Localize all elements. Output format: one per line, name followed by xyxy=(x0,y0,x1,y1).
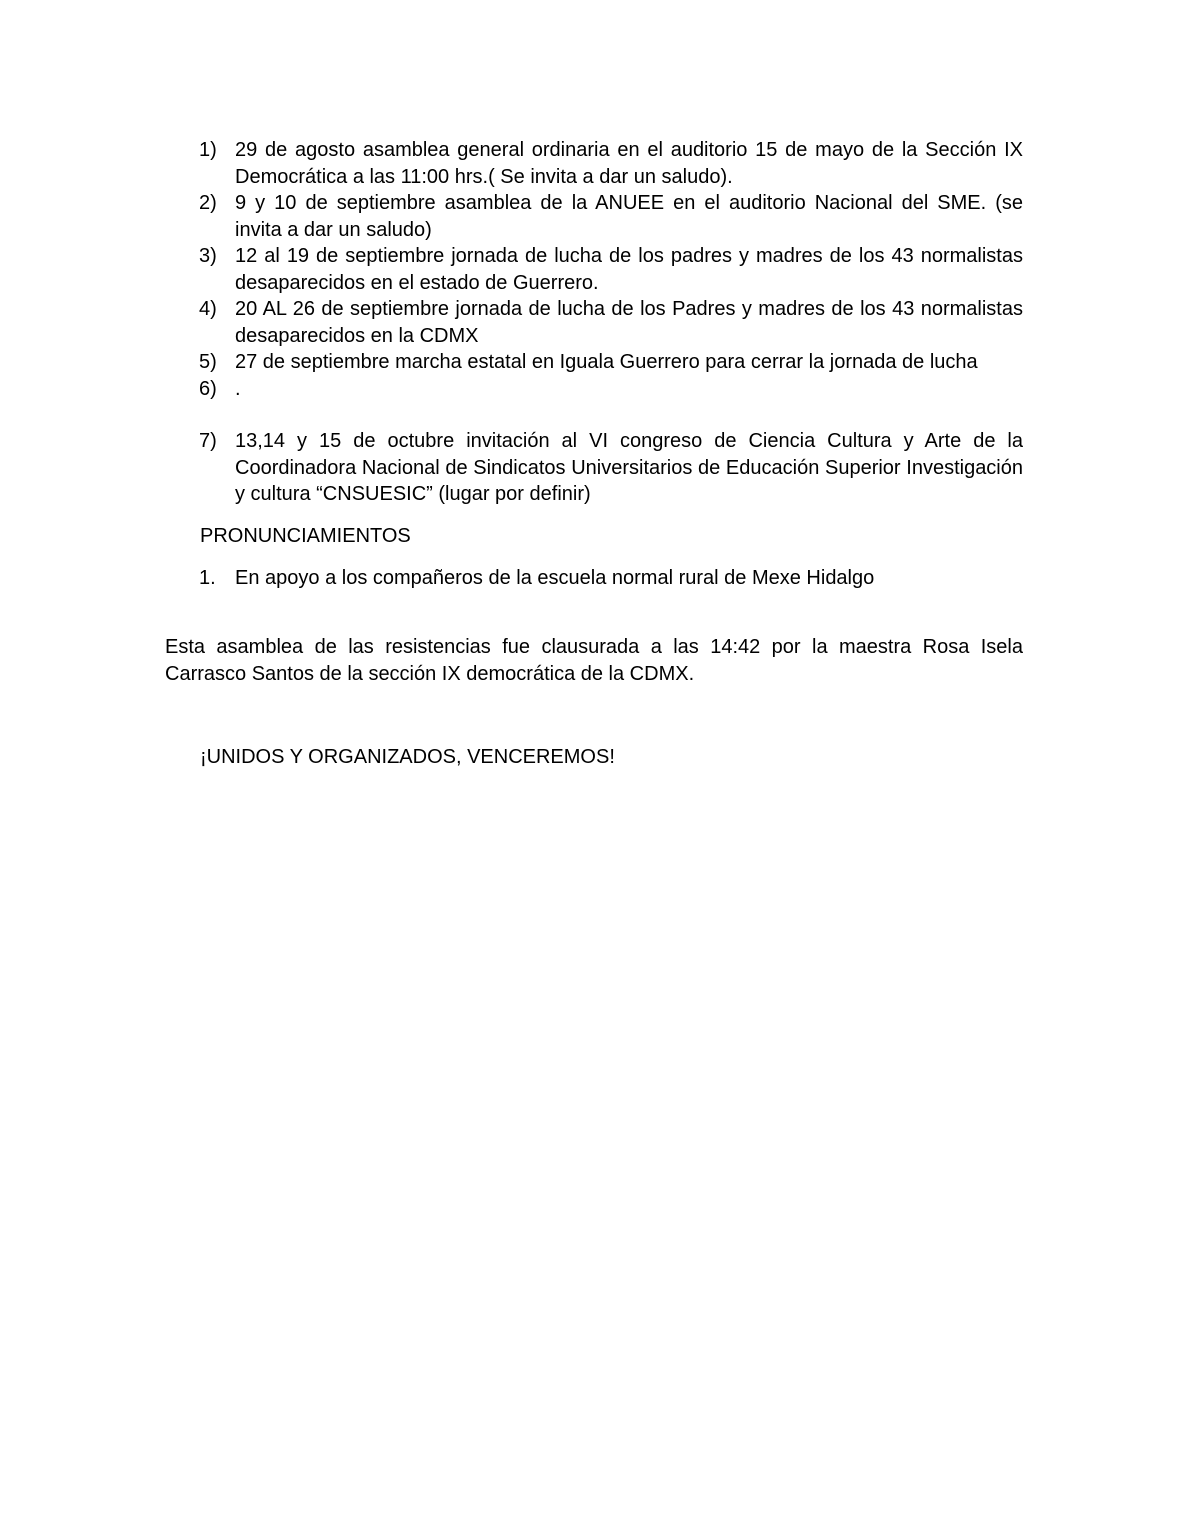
agenda-list xyxy=(199,137,1023,508)
list-item xyxy=(199,243,1023,296)
list-item xyxy=(199,137,1023,190)
list-item-text: 9 y 10 de septiembre asamblea de la ANUEE en el auditorio Nacional del SME. (se invita a dar un saludo) xyxy=(235,192,1023,241)
list-item-number: 4) xyxy=(199,298,217,320)
list-item-number: 3) xyxy=(199,245,217,267)
list-item xyxy=(199,565,1023,592)
list-item-number: 6) xyxy=(199,377,217,400)
list-item-text: 12 al 19 de septiembre jornada de lucha de los padres y madres de los 43 normalistas desaparecidos en el estado de Guerrero. xyxy=(235,245,1023,294)
list-item-number: 1) xyxy=(199,139,217,161)
list-item-text: 27 de septiembre marcha estatal en Iguala Guerrero para cerrar la jornada de lucha xyxy=(235,351,978,373)
list-item-text: . xyxy=(235,377,241,400)
slogan: ¡UNIDOS Y ORGANIZADOS, VENCEREMOS! xyxy=(200,746,615,768)
list-item-text: En apoyo a los compañeros de la escuela normal rural de Mexe Hidalgo xyxy=(235,567,875,589)
list-item xyxy=(199,296,1023,349)
list-item xyxy=(199,376,1023,403)
list-item-text: 29 de agosto asamblea general ordinaria en el auditorio 15 de mayo de la Sección IX Democrática a las 11:00 hrs.( Se invita a dar un saludo). xyxy=(235,139,1023,188)
list-item-number: 1. xyxy=(199,567,216,589)
closing-paragraph: Esta asamblea de las resistencias fue clausurada a las 14:42 por la maestra Rosa Isela Carrasco Santos de la sección IX democrática de la CDMX. xyxy=(165,636,1023,685)
pronunciamientos-list xyxy=(199,565,1023,592)
list-spacer xyxy=(199,402,1023,428)
list-item-number: 5) xyxy=(199,351,217,373)
section-heading: PRONUNCIAMIENTOS xyxy=(200,525,411,547)
list-item-number: 2) xyxy=(199,192,217,214)
list-item-text: 13,14 y 15 de octubre invitación al VI congreso de Ciencia Cultura y Arte de la Coordinadora Nacional de Sindicatos Universitarios de Educación Superior Investigación y cultura “CNSUESIC” (lugar por definir) xyxy=(235,430,1023,505)
list-item xyxy=(199,190,1023,243)
list-item xyxy=(199,349,1023,376)
list-item-number: 7) xyxy=(199,430,217,452)
list-item xyxy=(199,428,1023,508)
list-item-text: 20 AL 26 de septiembre jornada de lucha de los Padres y madres de los 43 normalistas desaparecidos en la CDMX xyxy=(235,298,1023,347)
